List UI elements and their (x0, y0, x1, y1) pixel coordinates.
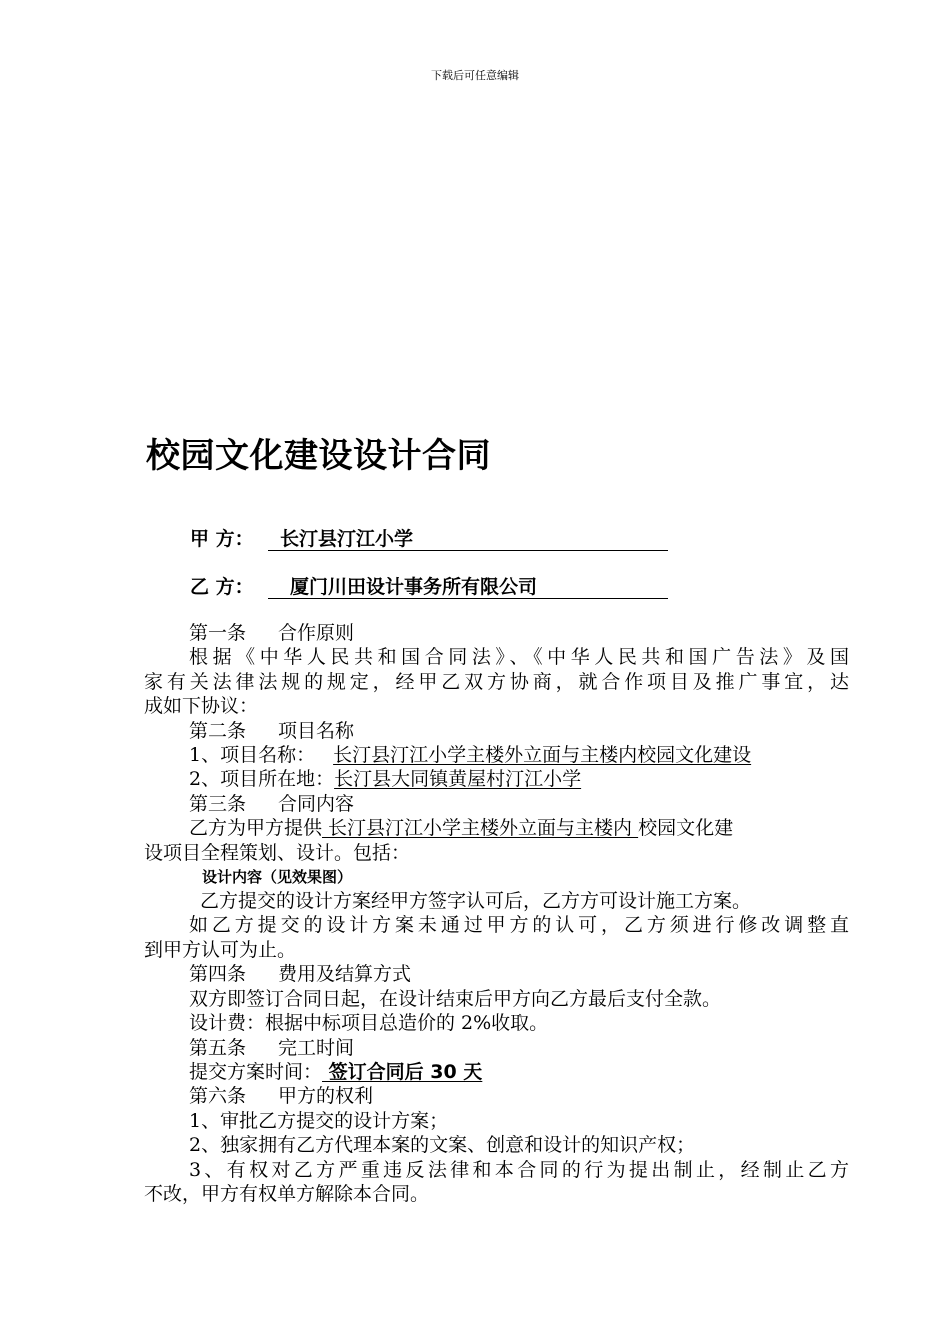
article-1-title: 合作原则 (278, 622, 355, 644)
article-2-heading (144, 719, 849, 743)
article-6-number: 第六条 (189, 1085, 247, 1108)
article-3-paragraph-line-4: 如乙方提交的设计方案未通过甲方的认可，乙方须进行修改调整直 (189, 914, 849, 937)
party-b-label: 乙 方： (190, 576, 254, 598)
article-6-heading (144, 1084, 849, 1108)
project-name-label: 1、项目名称： (189, 744, 316, 767)
article-1-heading (144, 621, 849, 645)
article-3-paragraph-line-5: 到甲方认可为止。 (144, 938, 297, 961)
article-6-title: 甲方的权利 (278, 1085, 374, 1108)
article-4-number: 第四条 (189, 963, 247, 986)
project-location-label: 2、项目所在地： (189, 768, 335, 791)
article-3-text-post: 校园文化建 (638, 817, 734, 840)
article-1-paragraph-line-1: 根据《中华人民共和国合同法》、《中华人民共和国广告法》及国 (189, 646, 849, 669)
project-location-line (144, 767, 849, 791)
article-2-title: 项目名称 (278, 719, 355, 742)
article-4-title: 费用及结算方式 (278, 963, 412, 986)
article-4-paragraph-1: 双方即签订合同日起，在设计结束后甲方向乙方最后支付全款。 (189, 987, 722, 1010)
contract-title: 校园文化建设设计合同 (146, 436, 491, 476)
header-note: 下载后可任意编辑 (431, 69, 519, 82)
submission-time-line (144, 1060, 849, 1084)
article-3-title: 合同内容 (278, 792, 355, 815)
project-location-value: 长汀县大同镇黄屋村汀江小学 (334, 768, 582, 791)
article-6-item-1: 1、审批乙方提交的设计方案； (189, 1109, 449, 1132)
submission-time-label: 提交方案时间： (189, 1060, 323, 1083)
party-a-value: 长汀县汀江小学 (268, 528, 668, 551)
article-6-item-3-continued: 不改，甲方有权单方解除本合同。 (144, 1182, 430, 1205)
article-3-paragraph-line-2: 设项目全程策划、设计。包括： (144, 841, 411, 864)
article-5-title: 完工时间 (278, 1036, 355, 1059)
article-3-paragraph-line-3: 乙方提交的设计方案经甲方签字认可后，乙方方可设计施工方案。 (200, 890, 752, 913)
article-4-heading (144, 962, 849, 986)
article-3-underlined-scope: 长汀县汀江小学主楼外立面与主楼内 (322, 817, 639, 840)
party-a-label: 甲 方： (190, 528, 254, 550)
article-6-item-3: 3、有权对乙方严重违反法律和本合同的行为提出制止，经制止乙方 (189, 1158, 849, 1181)
party-b (190, 572, 668, 599)
party-a (190, 524, 668, 551)
article-3-paragraph-line-1 (144, 816, 849, 840)
article-1-number: 第一条 (189, 622, 247, 644)
party-b-value: 厦门川田设计事务所有限公司 (268, 576, 668, 599)
design-content-heading: 设计内容（见效果图） (202, 868, 353, 887)
article-1-paragraph-line-3: 成如下协议： (144, 695, 259, 718)
article-1-paragraph-line-2: 家有关法律法规的规定，经甲乙双方协商，就合作项目及推广事宜，达 (144, 670, 849, 693)
contract-body (144, 621, 849, 1206)
article-3-text-pre: 乙方为甲方提供 (189, 817, 323, 840)
article-5-heading (144, 1036, 849, 1060)
article-3-heading (144, 792, 849, 816)
submission-time-value: 签订合同后 30 天 (322, 1060, 483, 1083)
project-name-line (144, 743, 849, 767)
project-name-value: 长汀县汀江小学主楼外立面与主楼内校园文化建设 (333, 744, 752, 767)
article-4-paragraph-2: 设计费：根据中标项目总造价的 2%收取。 (189, 1012, 549, 1035)
article-2-number: 第二条 (189, 719, 247, 742)
article-5-number: 第五条 (189, 1036, 247, 1059)
article-3-number: 第三条 (189, 792, 247, 815)
article-6-item-2: 2、独家拥有乙方代理本案的文案、创意和设计的知识产权； (189, 1134, 696, 1157)
